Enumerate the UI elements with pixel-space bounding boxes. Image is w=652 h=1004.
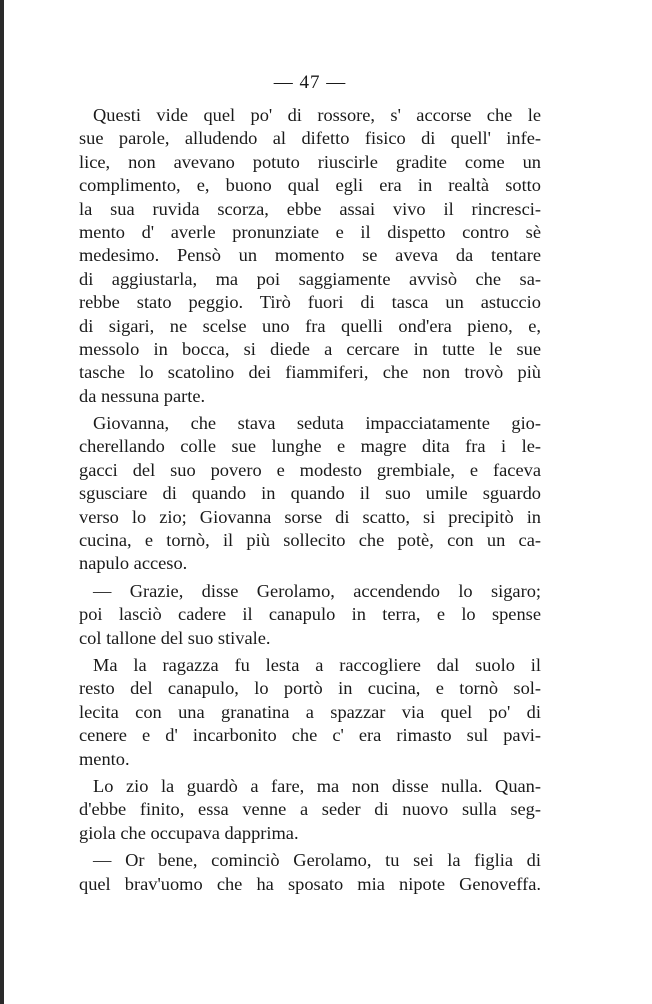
- text-line: cherellando colle sue lunghe e magre dita fra i le-: [79, 436, 541, 457]
- text-line: di sigari, ne scelse uno fra quelli ond'era pieno, e,: [79, 315, 541, 336]
- text-line: col tallone del suo stivale.: [79, 627, 271, 648]
- text-line: cucina, e tornò, il più sollecito che potè, con un ca-: [79, 530, 541, 551]
- text-line: messolo in bocca, si diede a cercare in tutte le sue: [79, 338, 541, 359]
- paragraph-6: [79, 849, 541, 896]
- text-line: verso lo zio; Giovanna sorse di scatto, si precipitò in: [79, 506, 541, 527]
- text-line: rebbe stato peggio. Tirò fuori di tasca un astuccio: [79, 292, 541, 313]
- text-line: Giovanna, che stava seduta impacciatamente gio-: [93, 413, 541, 434]
- paragraph-5: [79, 775, 541, 845]
- paragraph-4: [79, 654, 541, 771]
- page-number: — 47 —: [273, 72, 347, 93]
- text-line: medesimo. Pensò un momento se aveva da tentare: [79, 245, 541, 266]
- text-line: complimento, e, buono qual egli era in realtà sotto: [79, 175, 541, 196]
- text-line: da nessuna parte.: [79, 385, 206, 406]
- text-line: — Grazie, disse Gerolamo, accendendo lo sigaro;: [93, 580, 541, 601]
- text-line: giola che occupava dapprima.: [79, 822, 299, 843]
- text-line: lecita con una granatina a spazzar via quel po' di: [79, 701, 541, 722]
- text-line: lice, non avevano potuto riuscirle gradite come un: [79, 151, 541, 172]
- text-line: resto del canapulo, lo portò in cucina, e tornò sol-: [79, 678, 541, 699]
- text-line: — Or bene, cominciò Gerolamo, tu sei la figlia di: [93, 850, 541, 871]
- text-line: napulo acceso.: [79, 553, 188, 574]
- text-line: d'ebbe finito, essa venne a seder di nuovo sulla seg-: [79, 799, 541, 820]
- text-line: mento d' averle pronunziate e il dispetto contro sè: [79, 221, 541, 242]
- text-line: cenere e d' incarbonito che c' era rimasto sul pavi-: [79, 725, 541, 746]
- paragraph-2: [79, 412, 541, 576]
- text-line: poi lasciò cadere il canapulo in terra, e lo spense: [79, 604, 541, 625]
- page-left-edge: [0, 0, 4, 1004]
- text-line: Lo zio la guardò a fare, ma non disse nulla. Quan-: [93, 775, 541, 796]
- text-line: di aggiustarla, ma poi saggiamente avvisò che sa-: [79, 268, 541, 289]
- text-line: sgusciare di quando in quando il suo umile sguardo: [79, 483, 541, 504]
- text-line: Questi vide quel po' di rossore, s' accorse che le: [93, 105, 541, 125]
- paragraph-3: [79, 580, 541, 650]
- text-line: la sua ruvida scorza, ebbe assai vivo il rincresci-: [79, 198, 541, 219]
- text-line: quel brav'uomo che ha sposato mia nipote Genoveffa.: [79, 873, 541, 894]
- paragraph-1: [79, 104, 541, 408]
- book-page: [79, 68, 541, 900]
- text-line: gacci del suo povero e modesto grembiale, e faceva: [79, 459, 541, 480]
- text-line: mento.: [79, 748, 130, 769]
- text-line: tasche lo scatolino dei fiammiferi, che non trovò più: [79, 362, 541, 383]
- text-line: sue parole, alludendo al difetto fisico di quell' infe-: [79, 128, 541, 149]
- text-line: Ma la ragazza fu lesta a raccogliere dal suolo il: [93, 654, 541, 675]
